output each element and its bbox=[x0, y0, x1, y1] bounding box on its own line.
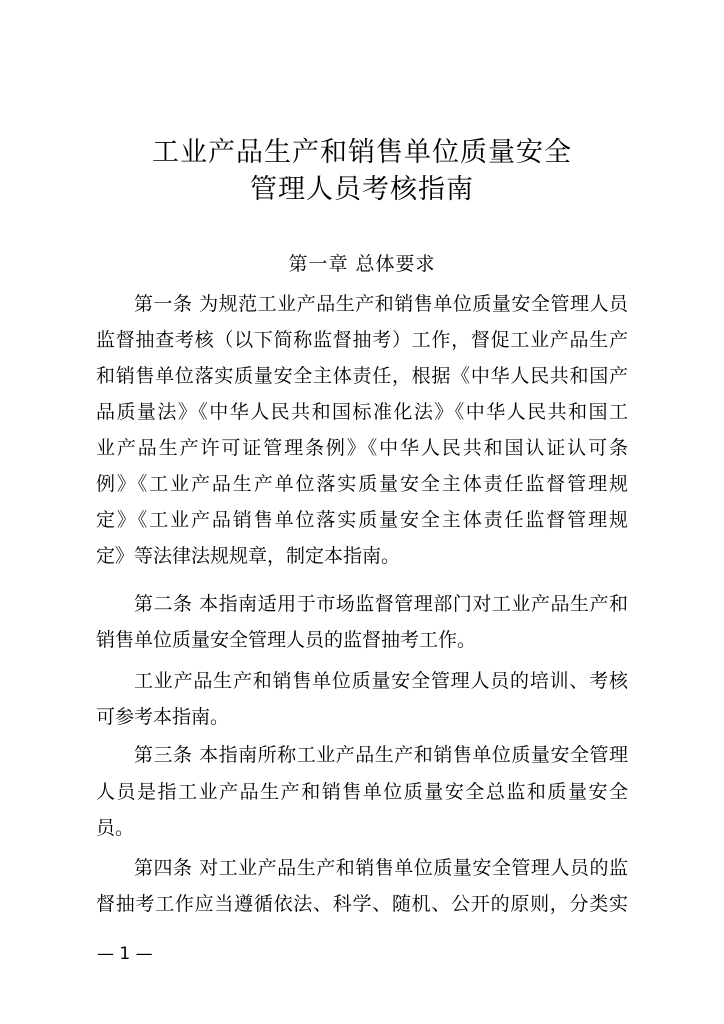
page-number: — 1 — bbox=[97, 944, 153, 964]
body-line: 人员是指工业产品生产和销售单位质量安全总监和质量安全 bbox=[96, 781, 628, 803]
body-line: 例》《工业产品生产单位落实质量安全主体责任监督管理规 bbox=[96, 473, 628, 495]
body-line: 监督抽查考核（以下简称监督抽考）工作，督促工业产品生产 bbox=[96, 329, 628, 351]
body-line: 和销售单位落实质量安全主体责任，根据《中华人民共和国产 bbox=[96, 365, 628, 387]
body-line: 品质量法》《中华人民共和国标准化法》《中华人民共和国工 bbox=[96, 401, 628, 423]
body-line: 定》《工业产品销售单位落实质量安全主体责任监督管理规 bbox=[96, 509, 628, 531]
chapter-heading: 第一章 总体要求 bbox=[288, 253, 436, 275]
body-line: 销售单位质量安全管理人员的监督抽考工作。 bbox=[96, 629, 477, 651]
document-title-line-2: 管理人员考核指南 bbox=[250, 174, 474, 205]
document-title-line-1: 工业产品生产和销售单位质量安全 bbox=[152, 137, 572, 168]
body-line: 定》等法律法规规章，制定本指南。 bbox=[96, 545, 401, 567]
body-line-article-1-start: 第一条 为规范工业产品生产和销售单位质量安全管理人员 bbox=[134, 293, 628, 315]
body-line: 督抽考工作应当遵循依法、科学、随机、公开的原则，分类实 bbox=[96, 893, 628, 915]
body-line: 可参考本指南。 bbox=[96, 706, 230, 728]
body-line: 员。 bbox=[96, 817, 135, 839]
body-line-article-3-start: 第三条 本指南所称工业产品生产和销售单位质量安全管理 bbox=[134, 744, 628, 766]
body-line-paragraph-start: 工业产品生产和销售单位质量安全管理人员的培训、考核 bbox=[134, 670, 628, 692]
body-line: 业产品生产许可证管理条例》《中华人民共和国认证认可条 bbox=[96, 437, 628, 459]
body-line-article-2-start: 第二条 本指南适用于市场监督管理部门对工业产品生产和 bbox=[134, 593, 628, 615]
body-line-article-4-start: 第四条 对工业产品生产和销售单位质量安全管理人员的监 bbox=[134, 857, 628, 879]
